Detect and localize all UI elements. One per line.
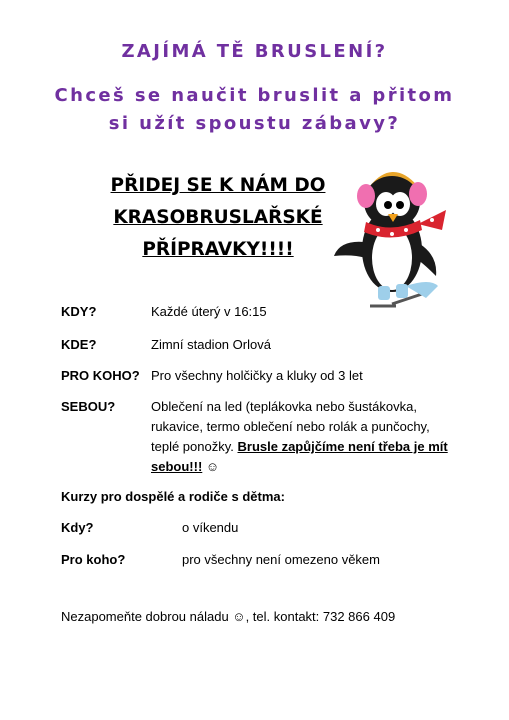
footer-contact: Nezapomeňte dobrou náladu ☺, tel. kontakt: 732 866 409 bbox=[61, 609, 396, 624]
when-label: KDY? bbox=[61, 304, 97, 319]
page-subheadline bbox=[0, 82, 509, 138]
smiley-icon: ☺ bbox=[205, 459, 220, 474]
bring-value bbox=[151, 397, 451, 477]
adult-when-label: Kdy? bbox=[61, 520, 94, 535]
adult-for-whom-value: pro všechny není omezeno věkem bbox=[182, 552, 380, 567]
penguin-skater-icon bbox=[330, 160, 450, 320]
page-headline: ZAJÍMÁ TĚ BRUSLENÍ? bbox=[121, 41, 388, 62]
subheadline-line-1: Chceš se naučit bruslit a přitom bbox=[54, 85, 455, 106]
for-whom-label: PRO KOHO? bbox=[61, 368, 140, 383]
join-line-3: PŘÍPRAVKY!!!! bbox=[142, 239, 294, 260]
subheadline-line-2: si užít spoustu zábavy? bbox=[108, 113, 401, 134]
bring-label: SEBOU? bbox=[61, 399, 116, 414]
join-line-1: PŘIDEJ SE K NÁM DO bbox=[110, 175, 326, 196]
join-line-2: KRASOBRUSLAŘSKÉ bbox=[113, 207, 323, 228]
where-label: KDE? bbox=[61, 337, 97, 352]
bring-text: Oblečení na led (teplákovka nebo šustákovka, rukavice, termo oblečení nebo rolák a punčochy, teplé ponožky. bbox=[151, 399, 430, 454]
bring-emphasis: Brusle zapůjčíme není třeba je mít sebou!!! bbox=[151, 439, 448, 474]
adult-courses-title: Kurzy pro dospělé a rodiče s dětma: bbox=[61, 489, 285, 504]
when-value: Každé úterý v 16:15 bbox=[151, 304, 267, 319]
adult-for-whom-label: Pro koho? bbox=[61, 552, 126, 567]
where-value: Zimní stadion Orlová bbox=[151, 337, 271, 352]
join-callout bbox=[78, 170, 358, 266]
for-whom-value: Pro všechny holčičky a kluky od 3 let bbox=[151, 368, 363, 383]
adult-when-value: o víkendu bbox=[182, 520, 239, 535]
